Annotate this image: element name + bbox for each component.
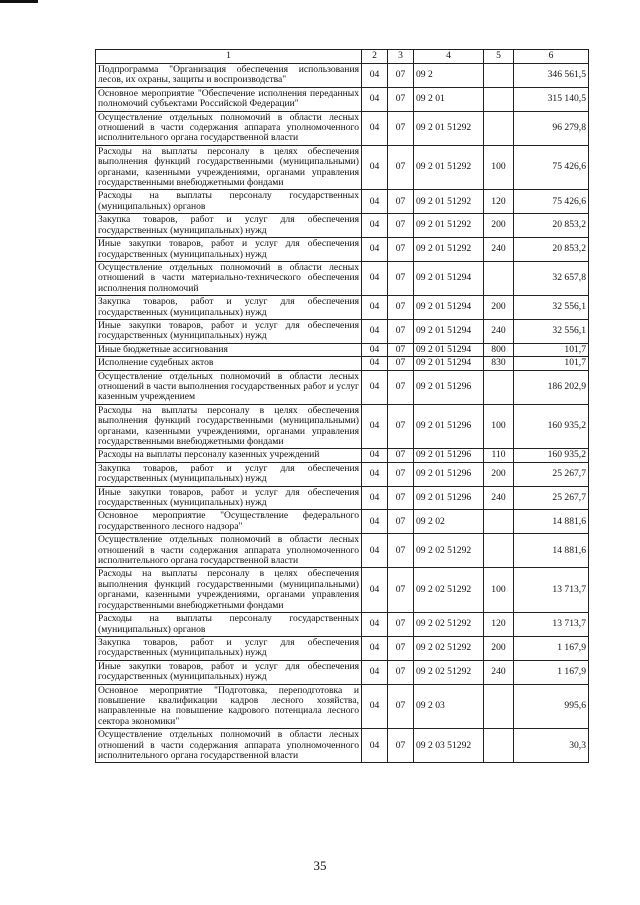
row-prz: 07 bbox=[388, 510, 414, 534]
row-csr: 09 2 01 51296 bbox=[414, 462, 484, 486]
row-rz: 04 bbox=[362, 357, 388, 370]
row-rz: 04 bbox=[362, 613, 388, 637]
row-prz: 07 bbox=[388, 145, 414, 190]
row-csr: 09 2 01 51292 bbox=[414, 214, 484, 238]
row-sum: 14 881,6 bbox=[514, 534, 589, 568]
row-name: Основное мероприятие "Подготовка, переподготовка и повышение квалификации кадров лесного хозяйства, направленные на повышение кадрового потенциала лесного сектора экономики" bbox=[96, 684, 362, 729]
row-csr: 09 2 01 51294 bbox=[414, 357, 484, 370]
row-csr: 09 2 01 51294 bbox=[414, 319, 484, 343]
table-row bbox=[96, 636, 589, 660]
row-name: Иные закупки товаров, работ и услуг для обеспечения государственных (муниципальных) нужд bbox=[96, 660, 362, 684]
row-name: Основное мероприятие "Обеспечение исполнения переданных полномочий субъектами Российской Федерации" bbox=[96, 87, 362, 111]
row-rz: 04 bbox=[362, 64, 388, 88]
row-name: Осуществление отдельных полномочий в области лесных отношений в части содержания аппарата уполномоченного исполнительного органа государственной власти bbox=[96, 111, 362, 145]
row-prz: 07 bbox=[388, 357, 414, 370]
row-vr bbox=[484, 87, 514, 111]
row-sum: 20 853,2 bbox=[514, 214, 589, 238]
row-rz: 04 bbox=[362, 510, 388, 534]
row-vr: 120 bbox=[484, 613, 514, 637]
row-rz: 04 bbox=[362, 319, 388, 343]
table-row bbox=[96, 613, 589, 637]
row-prz: 07 bbox=[388, 449, 414, 462]
row-name: Расходы на выплаты персоналу государственных (муниципальных) органов bbox=[96, 190, 362, 214]
row-prz: 07 bbox=[388, 261, 414, 295]
row-sum: 1 167,9 bbox=[514, 660, 589, 684]
row-prz: 07 bbox=[388, 214, 414, 238]
row-vr: 100 bbox=[484, 404, 514, 449]
row-name: Осуществление отдельных полномочий в области лесных отношений в части содержания аппарата уполномоченного исполнительного органа государственной власти bbox=[96, 729, 362, 763]
row-sum: 96 279,8 bbox=[514, 111, 589, 145]
row-name: Расходы на выплаты персоналу в целях обеспечения выполнения функций государственными (муниципальными) органами, казенными учреждениями, органами управления государственными внебюджетными фондами bbox=[96, 568, 362, 613]
table-row bbox=[96, 296, 589, 320]
row-name: Исполнение судебных актов bbox=[96, 357, 362, 370]
row-name: Расходы на выплаты персоналу государственных (муниципальных) органов bbox=[96, 613, 362, 637]
row-prz: 07 bbox=[388, 568, 414, 613]
row-name: Иные закупки товаров, работ и услуг для обеспечения государственных (муниципальных) нужд bbox=[96, 486, 362, 510]
budget-table bbox=[95, 49, 589, 763]
row-prz: 07 bbox=[388, 64, 414, 88]
header-sum: 6 bbox=[514, 50, 589, 64]
row-csr: 09 2 01 51294 bbox=[414, 296, 484, 320]
row-csr: 09 2 01 51296 bbox=[414, 449, 484, 462]
row-sum: 160 935,2 bbox=[514, 449, 589, 462]
row-sum: 32 657,8 bbox=[514, 261, 589, 295]
row-name: Иные закупки товаров, работ и услуг для обеспечения государственных (муниципальных) нужд bbox=[96, 238, 362, 262]
table-row bbox=[96, 449, 589, 462]
row-csr: 09 2 01 51296 bbox=[414, 370, 484, 404]
table-row bbox=[96, 261, 589, 295]
row-csr: 09 2 01 51292 bbox=[414, 111, 484, 145]
row-vr bbox=[484, 510, 514, 534]
row-name: Осуществление отдельных полномочий в области лесных отношений в части материально-технического обеспечения исполнения полномочий bbox=[96, 261, 362, 295]
row-prz: 07 bbox=[388, 111, 414, 145]
row-vr bbox=[484, 729, 514, 763]
row-csr: 09 2 02 51292 bbox=[414, 636, 484, 660]
row-name: Осуществление отдельных полномочий в области лесных отношений в части содержания аппарата уполномоченного исполнительного органа государственной власти bbox=[96, 534, 362, 568]
row-prz: 07 bbox=[388, 238, 414, 262]
row-vr: 200 bbox=[484, 462, 514, 486]
row-sum: 995,6 bbox=[514, 684, 589, 729]
row-sum: 25 267,7 bbox=[514, 486, 589, 510]
row-name: Расходы на выплаты персоналу казенных учреждений bbox=[96, 449, 362, 462]
table-row bbox=[96, 343, 589, 356]
table-row bbox=[96, 660, 589, 684]
row-rz: 04 bbox=[362, 370, 388, 404]
table-row bbox=[96, 729, 589, 763]
row-vr: 110 bbox=[484, 449, 514, 462]
row-name: Основное мероприятие "Осуществление федерального государственного лесного надзора" bbox=[96, 510, 362, 534]
row-rz: 04 bbox=[362, 214, 388, 238]
row-sum: 1 167,9 bbox=[514, 636, 589, 660]
row-rz: 04 bbox=[362, 111, 388, 145]
page-number: 35 bbox=[313, 858, 327, 873]
row-rz: 04 bbox=[362, 261, 388, 295]
row-prz: 07 bbox=[388, 613, 414, 637]
row-rz: 04 bbox=[362, 238, 388, 262]
table-row bbox=[96, 111, 589, 145]
row-prz: 07 bbox=[388, 404, 414, 449]
row-prz: 07 bbox=[388, 190, 414, 214]
row-prz: 07 bbox=[388, 684, 414, 729]
header-csr: 4 bbox=[414, 50, 484, 64]
table-row bbox=[96, 568, 589, 613]
row-csr: 09 2 01 51296 bbox=[414, 486, 484, 510]
row-csr: 09 2 01 51294 bbox=[414, 261, 484, 295]
row-csr: 09 2 02 51292 bbox=[414, 660, 484, 684]
row-sum: 13 713,7 bbox=[514, 613, 589, 637]
row-rz: 04 bbox=[362, 486, 388, 510]
row-prz: 07 bbox=[388, 486, 414, 510]
table-row bbox=[96, 486, 589, 510]
row-vr bbox=[484, 111, 514, 145]
header-rz: 2 bbox=[362, 50, 388, 64]
table-row bbox=[96, 534, 589, 568]
row-rz: 04 bbox=[362, 343, 388, 356]
row-sum: 75 426,6 bbox=[514, 190, 589, 214]
table-row bbox=[96, 87, 589, 111]
row-vr: 830 bbox=[484, 357, 514, 370]
row-sum: 315 140,5 bbox=[514, 87, 589, 111]
row-rz: 04 bbox=[362, 87, 388, 111]
row-vr: 240 bbox=[484, 238, 514, 262]
row-rz: 04 bbox=[362, 684, 388, 729]
row-prz: 07 bbox=[388, 534, 414, 568]
row-vr: 800 bbox=[484, 343, 514, 356]
table-row bbox=[96, 357, 589, 370]
row-rz: 04 bbox=[362, 660, 388, 684]
row-csr: 09 2 01 bbox=[414, 87, 484, 111]
row-vr: 100 bbox=[484, 568, 514, 613]
row-vr: 200 bbox=[484, 636, 514, 660]
row-sum: 13 713,7 bbox=[514, 568, 589, 613]
row-sum: 32 556,1 bbox=[514, 296, 589, 320]
row-name: Закупка товаров, работ и услуг для обеспечения государственных (муниципальных) нужд bbox=[96, 214, 362, 238]
table-row bbox=[96, 510, 589, 534]
row-csr: 09 2 03 51292 bbox=[414, 729, 484, 763]
row-sum: 101,7 bbox=[514, 357, 589, 370]
row-sum: 160 935,2 bbox=[514, 404, 589, 449]
row-csr: 09 2 01 51296 bbox=[414, 404, 484, 449]
row-prz: 07 bbox=[388, 636, 414, 660]
row-name: Осуществление отдельных полномочий в области лесных отношений в части выполнения государственных работ и услуг казенным учреждением bbox=[96, 370, 362, 404]
row-csr: 09 2 03 bbox=[414, 684, 484, 729]
row-prz: 07 bbox=[388, 462, 414, 486]
row-csr: 09 2 02 bbox=[414, 510, 484, 534]
row-sum: 30,3 bbox=[514, 729, 589, 763]
row-name: Иные закупки товаров, работ и услуг для обеспечения государственных (муниципальных) нужд bbox=[96, 319, 362, 343]
row-csr: 09 2 02 51292 bbox=[414, 534, 484, 568]
row-rz: 04 bbox=[362, 145, 388, 190]
row-sum: 75 426,6 bbox=[514, 145, 589, 190]
row-rz: 04 bbox=[362, 568, 388, 613]
table-header-row bbox=[96, 50, 589, 64]
row-vr bbox=[484, 64, 514, 88]
row-rz: 04 bbox=[362, 449, 388, 462]
row-csr: 09 2 01 51292 bbox=[414, 238, 484, 262]
row-rz: 04 bbox=[362, 729, 388, 763]
row-prz: 07 bbox=[388, 729, 414, 763]
table-row bbox=[96, 190, 589, 214]
row-prz: 07 bbox=[388, 87, 414, 111]
header-prz: 3 bbox=[388, 50, 414, 64]
row-sum: 14 881,6 bbox=[514, 510, 589, 534]
row-vr: 200 bbox=[484, 296, 514, 320]
row-prz: 07 bbox=[388, 296, 414, 320]
table-row bbox=[96, 214, 589, 238]
row-rz: 04 bbox=[362, 296, 388, 320]
row-name: Закупка товаров, работ и услуг для обеспечения государственных (муниципальных) нужд bbox=[96, 636, 362, 660]
row-name: Расходы на выплаты персоналу в целях обеспечения выполнения функций государственными (муниципальными) органами, казенными учреждениями, органами управления государственными внебюджетными фондами bbox=[96, 404, 362, 449]
row-sum: 32 556,1 bbox=[514, 319, 589, 343]
row-sum: 346 561,5 bbox=[514, 64, 589, 88]
row-csr: 09 2 bbox=[414, 64, 484, 88]
table-row bbox=[96, 370, 589, 404]
row-vr: 240 bbox=[484, 660, 514, 684]
row-vr bbox=[484, 261, 514, 295]
row-sum: 186 202,9 bbox=[514, 370, 589, 404]
table-row bbox=[96, 145, 589, 190]
row-vr: 120 bbox=[484, 190, 514, 214]
table-row bbox=[96, 404, 589, 449]
row-rz: 04 bbox=[362, 636, 388, 660]
row-vr bbox=[484, 370, 514, 404]
row-vr bbox=[484, 534, 514, 568]
row-rz: 04 bbox=[362, 404, 388, 449]
row-sum: 101,7 bbox=[514, 343, 589, 356]
row-prz: 07 bbox=[388, 343, 414, 356]
row-name: Иные бюджетные ассигнования bbox=[96, 343, 362, 356]
row-rz: 04 bbox=[362, 462, 388, 486]
table-row bbox=[96, 684, 589, 729]
row-prz: 07 bbox=[388, 370, 414, 404]
table-row bbox=[96, 319, 589, 343]
table-row bbox=[96, 462, 589, 486]
row-csr: 09 2 01 51294 bbox=[414, 343, 484, 356]
header-vr: 5 bbox=[484, 50, 514, 64]
row-vr: 200 bbox=[484, 214, 514, 238]
row-csr: 09 2 01 51292 bbox=[414, 190, 484, 214]
row-vr: 240 bbox=[484, 486, 514, 510]
row-sum: 25 267,7 bbox=[514, 462, 589, 486]
row-rz: 04 bbox=[362, 534, 388, 568]
row-csr: 09 2 02 51292 bbox=[414, 568, 484, 613]
row-vr bbox=[484, 684, 514, 729]
row-name: Подпрограмма "Организация обеспечения использования лесов, их охраны, защиты и воспроизводства" bbox=[96, 64, 362, 88]
table-row bbox=[96, 238, 589, 262]
row-name: Закупка товаров, работ и услуг для обеспечения государственных (муниципальных) нужд bbox=[96, 462, 362, 486]
table-row bbox=[96, 64, 589, 88]
corner-scan-mark bbox=[0, 0, 38, 3]
row-rz: 04 bbox=[362, 190, 388, 214]
row-prz: 07 bbox=[388, 319, 414, 343]
row-csr: 09 2 01 51292 bbox=[414, 145, 484, 190]
row-sum: 20 853,2 bbox=[514, 238, 589, 262]
row-vr: 240 bbox=[484, 319, 514, 343]
row-name: Расходы на выплаты персоналу в целях обеспечения выполнения функций государственными (муниципальными) органами, казенными учреждениями, органами управления государственными внебюджетными фондами bbox=[96, 145, 362, 190]
row-vr: 100 bbox=[484, 145, 514, 190]
row-prz: 07 bbox=[388, 660, 414, 684]
row-csr: 09 2 02 51292 bbox=[414, 613, 484, 637]
row-name: Закупка товаров, работ и услуг для обеспечения государственных (муниципальных) нужд bbox=[96, 296, 362, 320]
header-name: 1 bbox=[96, 50, 362, 64]
